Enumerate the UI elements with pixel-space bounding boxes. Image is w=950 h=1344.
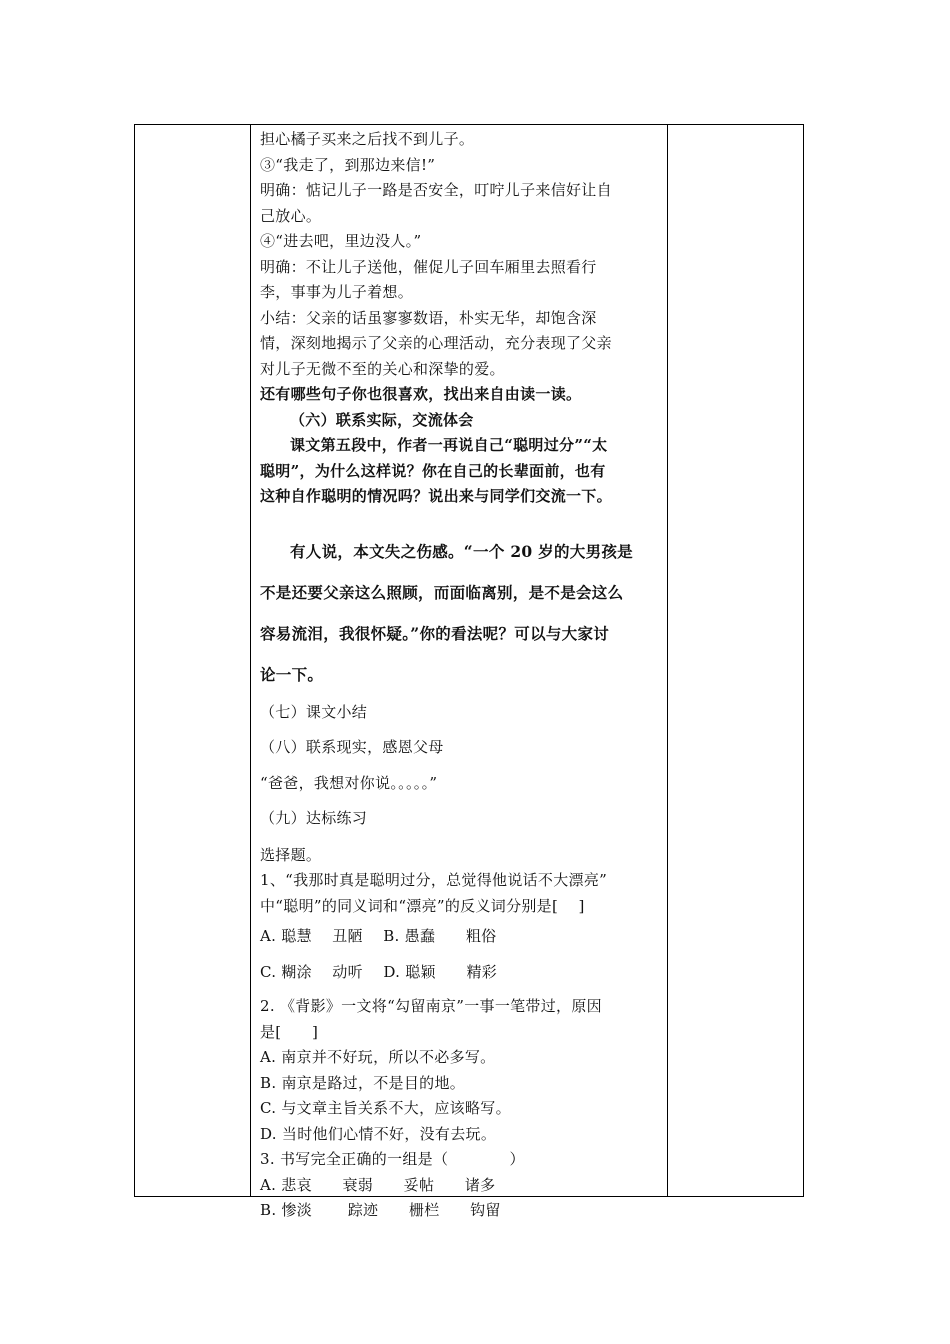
- spacer: [260, 510, 660, 531]
- section-heading-7: （七）课文小结: [260, 702, 368, 721]
- option-line: C. 糊涂 动听 D. 聪颖 精彩: [260, 962, 498, 981]
- question-line: 中“聪明”的同义词和“漂亮”的反义词分别是[ ]: [260, 896, 585, 915]
- text-line: 小结：父亲的话虽寥寥数语，朴实无华，却饱含深: [260, 308, 597, 327]
- lesson-table: [134, 124, 804, 1219]
- option-line: D. 当时他们心情不好，没有去玩。: [260, 1124, 497, 1143]
- option-line: B. 南京是路过，不是目的地。: [260, 1073, 466, 1092]
- text-line: 选择题。: [260, 845, 322, 864]
- text-line: ④“进去吧，里边没人。”: [260, 232, 422, 250]
- section-heading-6: （六）联系实际，交流体会: [290, 410, 474, 429]
- option-line: B. 惨淡 踪迹 栅栏 钩留: [260, 1201, 501, 1219]
- question-line: 2. 《背影》一文将“勾留南京”一事一笔带过，原因: [260, 997, 602, 1015]
- bold-line: 容易流泪，我很怀疑。”你的看法呢？可以与大家讨: [260, 623, 610, 643]
- text-line: 对儿子无微不至的关心和深挚的爱。: [260, 359, 505, 378]
- table-column-divider-right: [667, 125, 668, 1196]
- text-line: 己放心。: [260, 206, 322, 225]
- text-line: 情，深刻地揭示了父亲的心理活动，充分表现了父亲: [260, 334, 612, 352]
- section-heading-8: （八）联系现实，感恩父母: [260, 738, 444, 756]
- question-line: 3. 书写完全正确的一组是（ ）: [260, 1150, 525, 1168]
- bold-line: 聪明”，为什么这样说？你在自己的长辈面前，也有: [260, 461, 606, 480]
- text-line: ③“我走了，到那边来信!”: [260, 155, 436, 174]
- section-heading-9: （九）达标练习: [260, 809, 368, 827]
- text-line: 李，事事为儿子着想。: [260, 283, 414, 301]
- option-line: A. 悲哀 衰弱 妥帖 诸多: [260, 1175, 496, 1194]
- question-line: 1、“我那时真是聪明过分，总觉得他说话不大漂亮”: [260, 871, 608, 889]
- bold-line: 不是还要父亲这么照顾，而面临离别，是不是会这么: [260, 582, 624, 602]
- option-line: C. 与文章主旨关系不大，应该略写。: [260, 1099, 511, 1117]
- text-line: 明确：不让儿子送他，催促儿子回车厢里去照看行: [260, 257, 597, 276]
- bold-line: 课文第五段中，作者一再说自己“聪明过分”“太: [290, 436, 608, 454]
- lesson-content-cell: [260, 127, 660, 1224]
- option-line: A. 聪慧 丑陋 B. 愚蠢 粗俗: [260, 927, 497, 945]
- bold-line: 这种自作聪明的情况吗？说出来与同学们交流一下。: [260, 487, 612, 505]
- text-line: “爸爸，我想对你说。。。。。”: [260, 773, 438, 792]
- option-line: A. 南京并不好玩，所以不必多写。: [260, 1048, 496, 1066]
- text-line: 担心橘子买来之后找不到儿子。: [260, 130, 475, 148]
- bold-line: 论一下。: [260, 664, 324, 684]
- text-line: 明确：惦记儿子一路是否安全，叮咛儿子来信好让自: [260, 181, 612, 199]
- bold-line: 还有哪些句子你也很喜欢，找出来自由读一读。: [260, 385, 582, 403]
- table-column-divider-left: [250, 125, 251, 1196]
- question-line: 是[ ]: [260, 1022, 319, 1041]
- bold-line: 有人说，本文失之伤感。“一个 20 岁的大男孩是: [290, 541, 633, 561]
